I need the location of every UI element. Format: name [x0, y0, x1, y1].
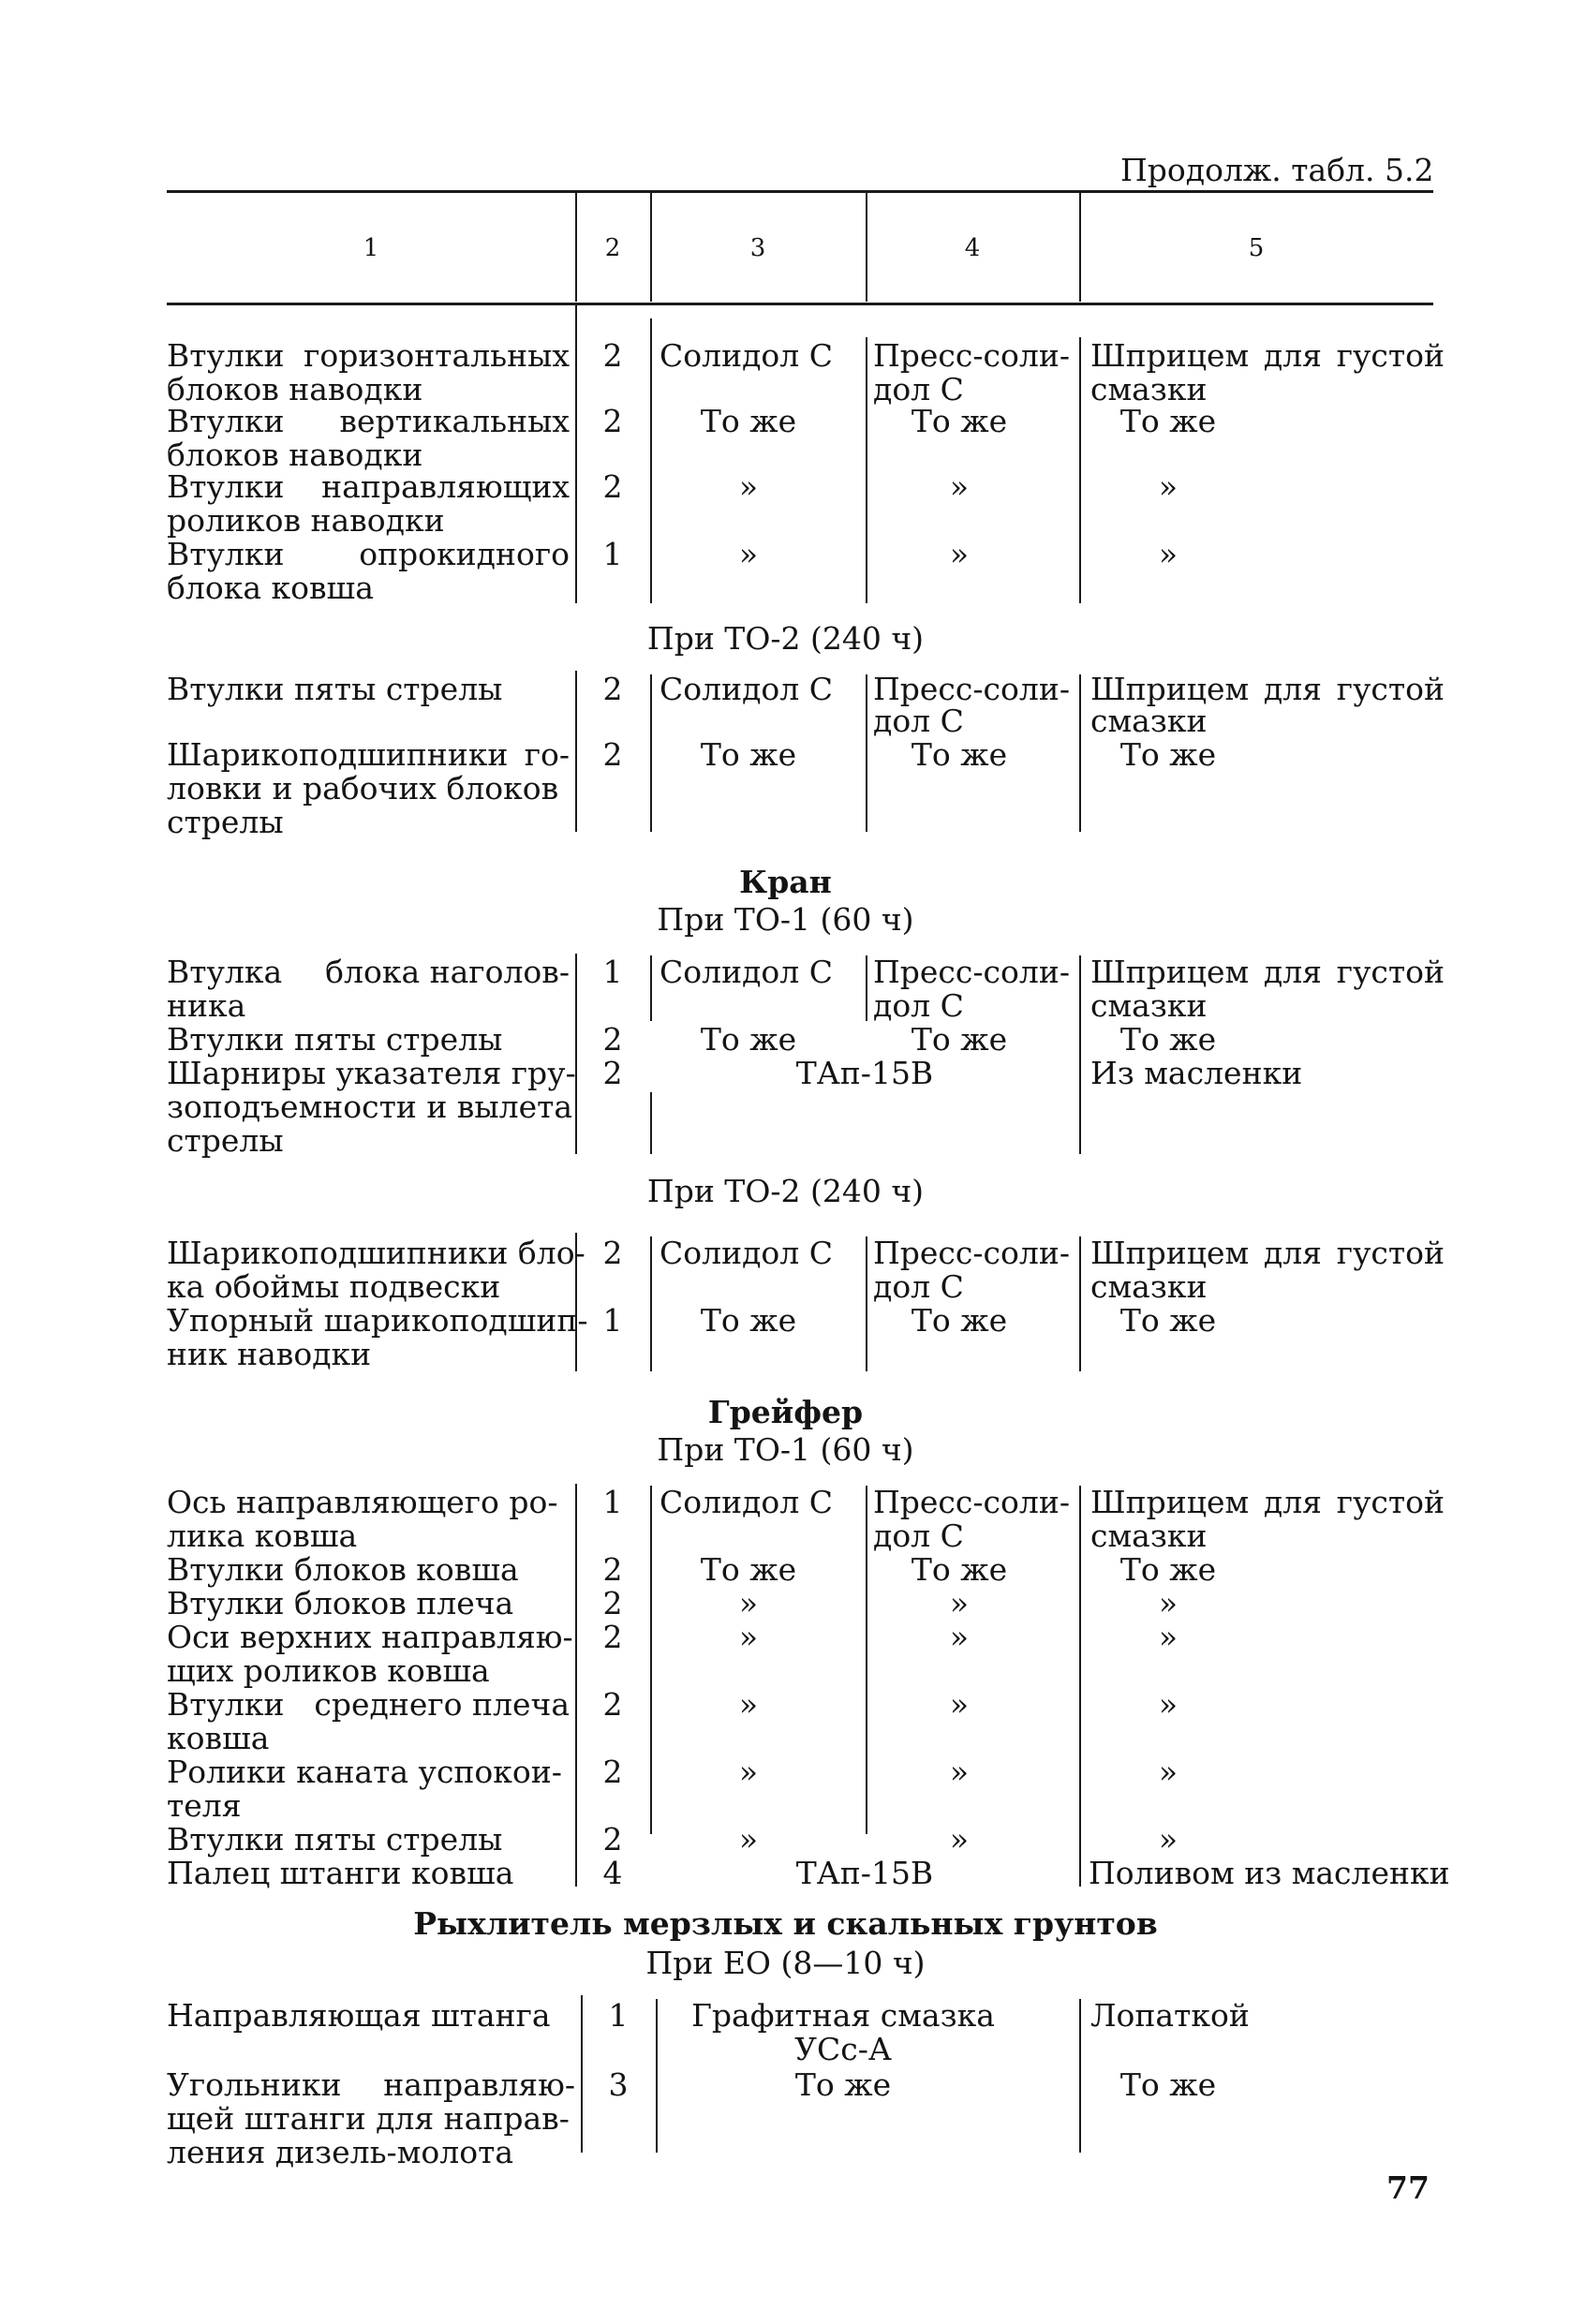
table-row: Втулки среднего плеча — [167, 1686, 570, 1723]
quantity-cell: 2 — [602, 671, 623, 707]
method-cell: » — [949, 1619, 970, 1655]
application-cell: Шприцем для густой — [1090, 1484, 1445, 1520]
application-cell: смазки — [1090, 1268, 1208, 1305]
method-cell: дол С — [873, 1268, 964, 1305]
table-row: щей штанги для направ- — [167, 2100, 570, 2137]
method-cell: » — [949, 468, 970, 505]
section-title: Грейфер — [707, 1394, 864, 1430]
section-subtitle: При ТО-2 (240 ч) — [646, 620, 925, 657]
quantity-cell: 1 — [608, 1997, 629, 2034]
application-cell: Из масленки — [1090, 1055, 1303, 1091]
lubricant-cell: » — [738, 1754, 759, 1790]
table-continuation-caption: Продолж. табл. 5.2 — [1120, 152, 1434, 188]
table-row: блоков наводки — [167, 437, 423, 473]
table-row: стрелы — [167, 1122, 284, 1159]
table-row: Ось направляющего ро- — [167, 1484, 558, 1520]
table-row: Втулки опрокидного — [167, 536, 570, 572]
method-cell: дол С — [873, 987, 964, 1024]
quantity-cell: 2 — [602, 1686, 623, 1723]
application-cell: » — [1158, 1619, 1178, 1655]
lubricant-cell: » — [738, 1619, 759, 1655]
lubricant-cell: ТАп-15В — [795, 1855, 934, 1891]
table-row: Направляющая штанга — [167, 1997, 551, 2034]
application-cell: смазки — [1090, 371, 1208, 407]
application-cell: Шприцем для густой — [1090, 337, 1445, 374]
section-subtitle: При ТО-1 (60 ч) — [657, 1431, 914, 1468]
quantity-cell: 1 — [602, 954, 623, 990]
section-subtitle: При ТО-2 (240 ч) — [646, 1173, 925, 1209]
quantity-cell: 2 — [602, 403, 623, 439]
table-row: Втулки горизонтальных — [167, 337, 570, 374]
table-row: стрелы — [167, 804, 284, 840]
lubricant-cell: Солидол С — [660, 1484, 833, 1520]
quantity-cell: 2 — [602, 468, 623, 505]
table-top-rule — [167, 190, 1433, 193]
quantity-cell: 3 — [608, 2066, 629, 2103]
table-row: Втулки пяты стрелы — [167, 671, 503, 707]
table-row: ления дизель-молота — [167, 2134, 514, 2170]
column-divider — [866, 955, 867, 1021]
lubricant-cell: » — [738, 1821, 759, 1858]
table-row: щих роликов ковша — [167, 1652, 490, 1689]
column-divider — [650, 955, 652, 1021]
table-row: теля — [167, 1787, 242, 1824]
column-divider — [650, 1092, 652, 1154]
method-cell: » — [949, 1754, 970, 1790]
application-cell: » — [1158, 1754, 1178, 1790]
lubricant-cell: » — [738, 1686, 759, 1723]
method-cell: То же — [911, 736, 1008, 773]
method-cell: Пресс-соли- — [873, 1484, 1071, 1520]
table-row: зоподъемности и вылета — [167, 1088, 573, 1125]
method-cell: » — [949, 1821, 970, 1858]
application-cell: смазки — [1090, 1517, 1208, 1554]
method-cell: дол С — [873, 703, 964, 739]
table-row: ника — [167, 987, 246, 1024]
application-cell: То же — [1119, 403, 1217, 439]
table-row: Втулки направляющих — [167, 468, 570, 505]
lubricant-cell: То же — [794, 2066, 892, 2103]
table-row: Шарикоподшипники бло- — [167, 1235, 585, 1271]
lubricant-cell: То же — [700, 1021, 797, 1058]
section-subtitle: При ТО-1 (60 ч) — [657, 901, 914, 938]
application-cell: » — [1158, 468, 1178, 505]
method-cell: То же — [911, 1551, 1008, 1588]
application-cell: » — [1158, 1585, 1178, 1621]
application-cell: » — [1158, 1686, 1178, 1723]
quantity-cell: 2 — [602, 337, 623, 374]
page-number: 77 — [1386, 2169, 1430, 2206]
quantity-cell: 2 — [602, 1821, 623, 1858]
method-cell: Пресс-соли- — [873, 671, 1071, 707]
application-cell: То же — [1119, 2066, 1217, 2103]
method-cell: Пресс-соли- — [873, 337, 1071, 374]
section-subtitle: При ЕО (8—10 ч) — [645, 1945, 926, 1981]
lubricant-cell: То же — [700, 403, 797, 439]
table-row: Шарниры указателя гру- — [167, 1055, 576, 1091]
column-header-5: 5 — [1248, 234, 1265, 262]
application-cell: » — [1158, 1821, 1178, 1858]
lubricant-cell: То же — [700, 1302, 797, 1339]
application-cell: То же — [1119, 1551, 1217, 1588]
table-row: роликов наводки — [167, 502, 445, 539]
quantity-cell: 2 — [602, 1235, 623, 1271]
method-cell: » — [949, 1585, 970, 1621]
lubricant-cell: Солидол С — [660, 954, 833, 990]
quantity-cell: 2 — [602, 736, 623, 773]
table-row: блоков наводки — [167, 371, 423, 407]
quantity-cell: 2 — [602, 1754, 623, 1790]
table-row: Втулки вертикальных — [167, 403, 570, 439]
quantity-cell: 1 — [602, 1302, 623, 1339]
method-cell: То же — [911, 403, 1008, 439]
lubricant-cell: ТАп-15В — [795, 1055, 934, 1091]
method-cell: дол С — [873, 371, 964, 407]
column-header-1: 1 — [363, 234, 379, 262]
application-cell: смазки — [1090, 987, 1208, 1024]
lubricant-cell: То же — [700, 736, 797, 773]
table-row: ка обоймы подвески — [167, 1268, 501, 1305]
table-row: Втулки пяты стрелы — [167, 1021, 503, 1058]
table-row: ник наводки — [167, 1336, 372, 1372]
lubricant-cell: То же — [700, 1551, 797, 1588]
table-row: Втулка блока наголов- — [167, 954, 570, 990]
application-cell: Лопаткой — [1090, 1997, 1250, 2034]
application-cell: То же — [1119, 1021, 1217, 1058]
table-row: ловки и рабочих блоков — [167, 770, 559, 807]
method-cell: То же — [911, 1021, 1008, 1058]
quantity-cell: 2 — [602, 1585, 623, 1621]
lubricant-cell: » — [738, 1585, 759, 1621]
quantity-cell: 1 — [602, 1484, 623, 1520]
application-cell: Шприцем для густой — [1090, 1235, 1445, 1271]
quantity-cell: 2 — [602, 1551, 623, 1588]
application-cell: смазки — [1090, 703, 1208, 739]
method-cell: Пресс-соли- — [873, 1235, 1071, 1271]
method-cell: » — [949, 1686, 970, 1723]
method-cell: Пресс-соли- — [873, 954, 1071, 990]
lubricant-cell: УСс-А — [794, 2031, 892, 2067]
quantity-cell: 2 — [602, 1021, 623, 1058]
column-header-2: 2 — [604, 234, 621, 262]
method-cell: » — [949, 536, 970, 572]
quantity-cell: 4 — [602, 1855, 623, 1891]
table-row: Втулки пяты стрелы — [167, 1821, 503, 1858]
table-row: Палец штанги ковша — [167, 1855, 514, 1891]
method-cell: То же — [911, 1302, 1008, 1339]
table-row: Ролики каната успокои- — [167, 1754, 562, 1790]
table-row: Упорный шарикоподшип- — [167, 1302, 588, 1339]
lubricant-cell: » — [738, 468, 759, 505]
quantity-cell: 1 — [602, 536, 623, 572]
quantity-cell: 2 — [602, 1619, 623, 1655]
method-cell: дол С — [873, 1517, 964, 1554]
column-header-4: 4 — [964, 234, 981, 262]
section-title: Кран — [739, 864, 832, 900]
application-cell: Шприцем для густой — [1090, 954, 1445, 990]
table-row: Втулки блоков ковша — [167, 1551, 519, 1588]
table-row: ковша — [167, 1720, 270, 1756]
lubricant-cell: Графитная смазка — [691, 1997, 995, 2034]
application-cell: Шприцем для густой — [1090, 671, 1445, 707]
lubricant-cell: Солидол С — [660, 1235, 833, 1271]
lubricant-cell: » — [738, 536, 759, 572]
table-row: Оси верхних направляю- — [167, 1619, 573, 1655]
table-row: Шарикоподшипники го- — [167, 736, 570, 773]
table-row: Втулки блоков плеча — [167, 1585, 514, 1621]
table-header-bottom-rule — [167, 303, 1433, 305]
lubricant-cell: Солидол С — [660, 671, 833, 707]
quantity-cell: 2 — [602, 1055, 623, 1091]
section-title: Рыхлитель мерзлых и скальных грунтов — [413, 1905, 1158, 1942]
table-row: Угольники направляю- — [167, 2066, 575, 2103]
table-row: лика ковша — [167, 1517, 358, 1554]
application-cell: То же — [1119, 1302, 1217, 1339]
lubricant-cell: Солидол С — [660, 337, 833, 374]
column-header-3: 3 — [749, 234, 766, 262]
application-cell: » — [1158, 536, 1178, 572]
application-cell: То же — [1119, 736, 1217, 773]
table-row: блока ковша — [167, 570, 374, 606]
application-cell: Поливом из масленки — [1089, 1855, 1450, 1891]
